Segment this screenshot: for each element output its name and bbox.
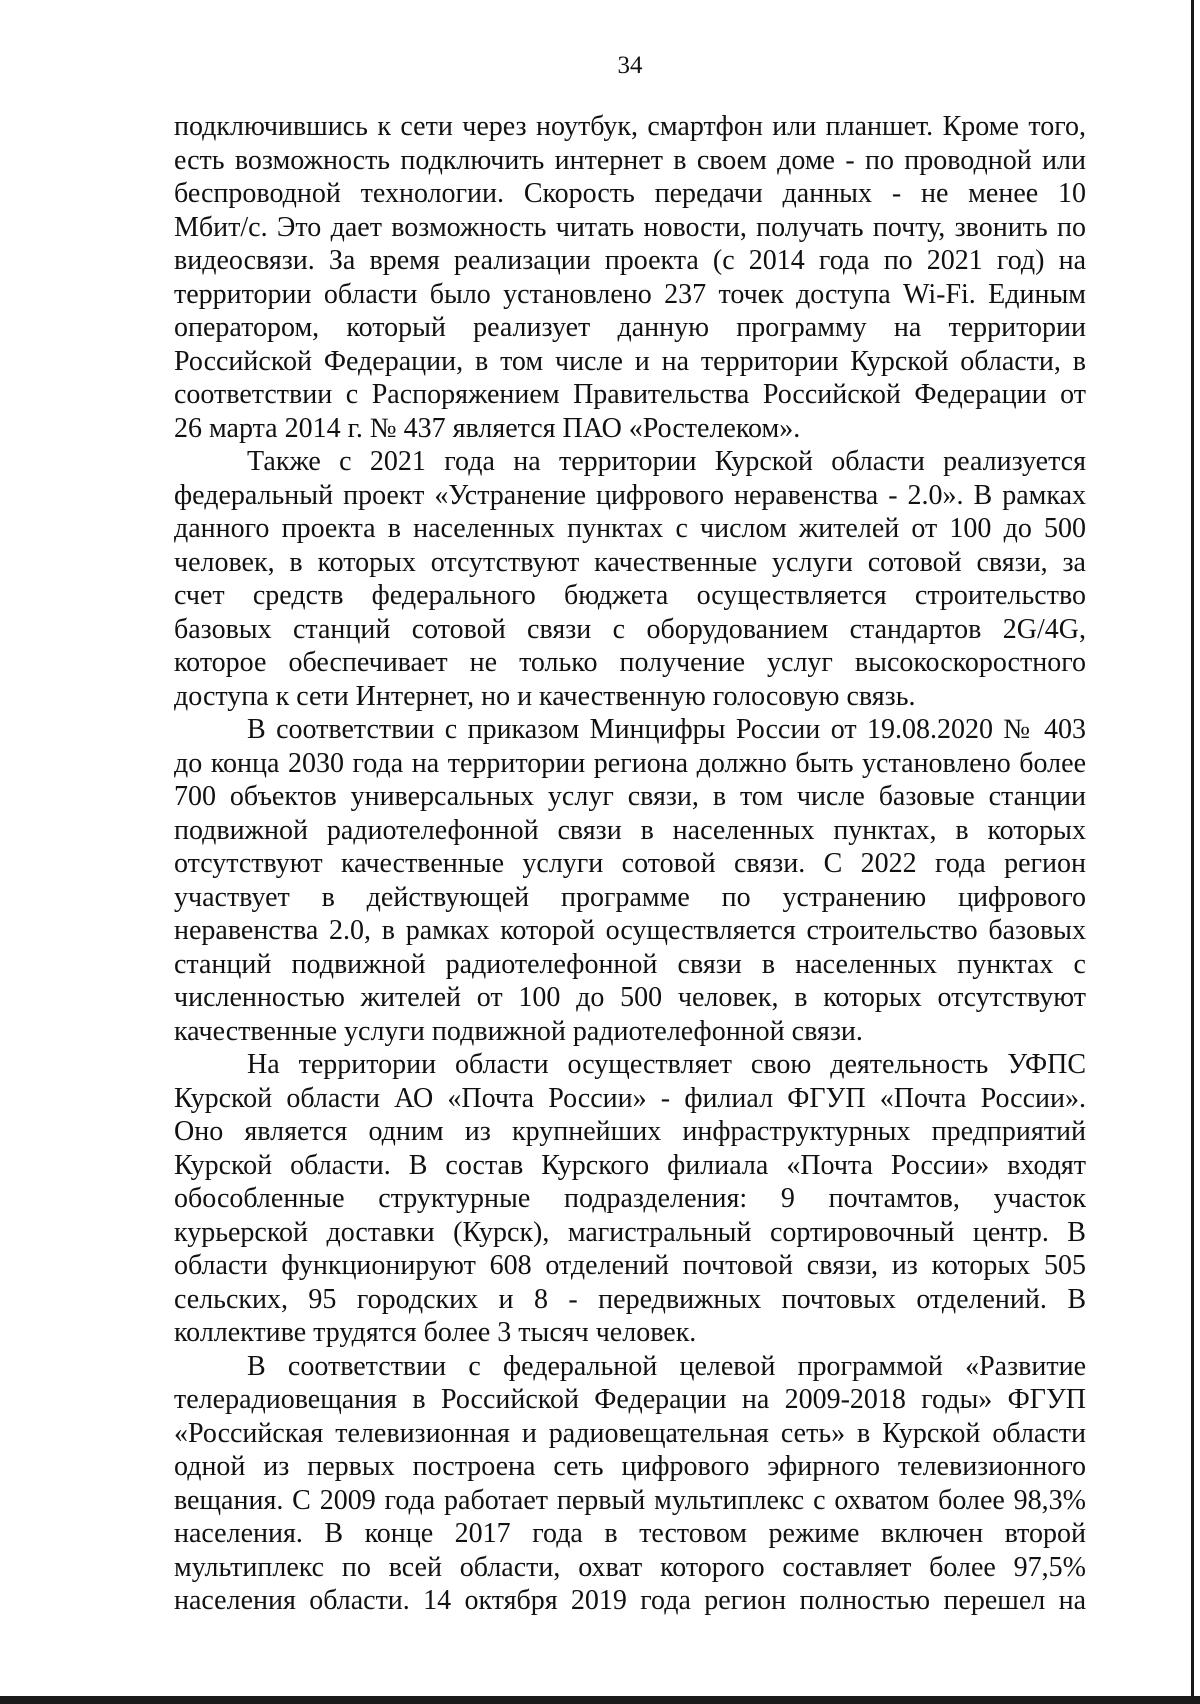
text-line: населения. В конце 2017 года в тестовом режиме включен второй: [174, 1518, 1086, 1549]
text-line: территории области было установлено 237 точек доступа Wi-Fi. Единым: [174, 278, 1086, 310]
text-line: подвижной радиотелефонной связи в населенных пунктах, в которых: [174, 814, 1086, 846]
paragraph: [174, 110, 1086, 445]
paragraph: [174, 445, 1086, 713]
paragraph: [174, 713, 1086, 1048]
paragraph: [174, 1350, 1086, 1618]
text-line: соответствии с Распоряжением Правительства Российской Федерации от: [174, 379, 1086, 410]
text-line: счет средств федерального бюджета осуществляется строительство: [174, 580, 1086, 611]
text-line: обособленные структурные подразделения: 9 почтамтов, участок: [174, 1183, 1086, 1214]
text-line: мультиплекс по всей области, охват которого составляет более 97,5%: [174, 1551, 1086, 1583]
document-body: [174, 110, 1086, 1618]
text-line: базовых станций сотовой связи с оборудованием стандартов 2G/4G,: [174, 613, 1086, 645]
text-line: Мбит/с. Это дает возможность читать новости, получать почту, звонить по: [174, 211, 1086, 243]
paragraph: [174, 1048, 1086, 1350]
text-line: участвует в действующей программе по устранению цифрового: [174, 881, 1086, 913]
text-line: доступа к сети Интернет, но и качественную голосовую связь.: [174, 680, 916, 712]
text-line: Российской Федерации, в том числе и на территории Курской области, в: [174, 345, 1086, 377]
text-line: «Российская телевизионная и радиовещательная сеть» в Курской области: [174, 1417, 1086, 1449]
text-line: вещания. С 2009 года работает первый мультиплекс с охватом более 98,3%: [174, 1484, 1086, 1516]
text-line: человек, в которых отсутствуют качественные услуги сотовой связи, за: [174, 546, 1086, 578]
text-line: В соответствии с приказом Минцифры России от 19.08.2020 № 403: [247, 714, 1086, 745]
text-line: неравенства 2.0, в рамках которой осуществляется строительство базовых: [174, 915, 1086, 946]
text-line: коллективе трудятся более 3 тысяч человек.: [174, 1317, 697, 1348]
text-line: Также с 2021 года на территории Курской области реализуется: [247, 446, 1086, 477]
scan-border-bottom: [0, 1696, 1200, 1704]
text-line: оператором, который реализует данную программу на территории: [174, 312, 1086, 343]
text-line: области функционируют 608 отделений почтовой связи, из которых 505: [174, 1250, 1086, 1281]
text-line: видеосвязи. За время реализации проекта (с 2014 года по 2021 год) на: [174, 245, 1086, 276]
text-line: есть возможность подключить интернет в своем доме - по проводной или: [174, 144, 1086, 176]
page-number: 34: [617, 52, 643, 79]
text-line: которое обеспечивает не только получение услуг высокоскоростного: [174, 647, 1086, 678]
text-line: отсутствуют качественные услуги сотовой связи. С 2022 года регион: [174, 848, 1086, 879]
text-line: населения области. 14 октября 2019 года регион полностью перешел на: [174, 1585, 1086, 1616]
scan-border-right: [1191, 0, 1194, 1704]
text-line: Оно является одним из крупнейших инфраструктурных предприятий: [174, 1116, 1086, 1147]
text-line: численностью жителей от 100 до 500 человек, в которых отсутствуют: [174, 982, 1086, 1013]
text-line: сельских, 95 городских и 8 - передвижных почтовых отделений. В: [174, 1283, 1086, 1315]
text-line: В соответствии с федеральной целевой программой «Развитие: [247, 1350, 1086, 1382]
text-line: данного проекта в населенных пунктах с числом жителей от 100 до 500: [174, 513, 1086, 544]
text-line: подключившись к сети через ноутбук, смартфон или планшет. Кроме того,: [174, 111, 1086, 142]
text-line: беспроводной технологии. Скорость передачи данных - не менее 10: [174, 178, 1086, 209]
text-line: до конца 2030 года на территории региона должно быть установлено более: [174, 747, 1086, 779]
text-line: курьерской доставки (Курск), магистральный сортировочный центр. В: [174, 1216, 1086, 1248]
text-line: Курской области. В состав Курского филиала «Почта России» входят: [174, 1149, 1086, 1181]
text-line: станций подвижной радиотелефонной связи в населенных пунктах с: [174, 948, 1086, 980]
text-line: Курской области АО «Почта России» - филиал ФГУП «Почта России».: [174, 1082, 1086, 1114]
text-line: телерадиовещания в Российской Федерации на 2009-2018 годы» ФГУП: [174, 1384, 1086, 1415]
text-line: федеральный проект «Устранение цифрового неравенства - 2.0». В рамках: [174, 479, 1086, 511]
text-line: качественные услуги подвижной радиотелефонной связи.: [174, 1015, 863, 1047]
text-line: одной из первых построена сеть цифрового эфирного телевизионного: [174, 1451, 1086, 1482]
text-line: На территории области осуществляет свою деятельность УФПС: [247, 1049, 1086, 1080]
text-line: 26 марта 2014 г. № 437 является ПАО «Ростелеком».: [174, 412, 801, 444]
text-line: 700 объектов универсальных услуг связи, в том числе базовые станции: [174, 781, 1086, 812]
